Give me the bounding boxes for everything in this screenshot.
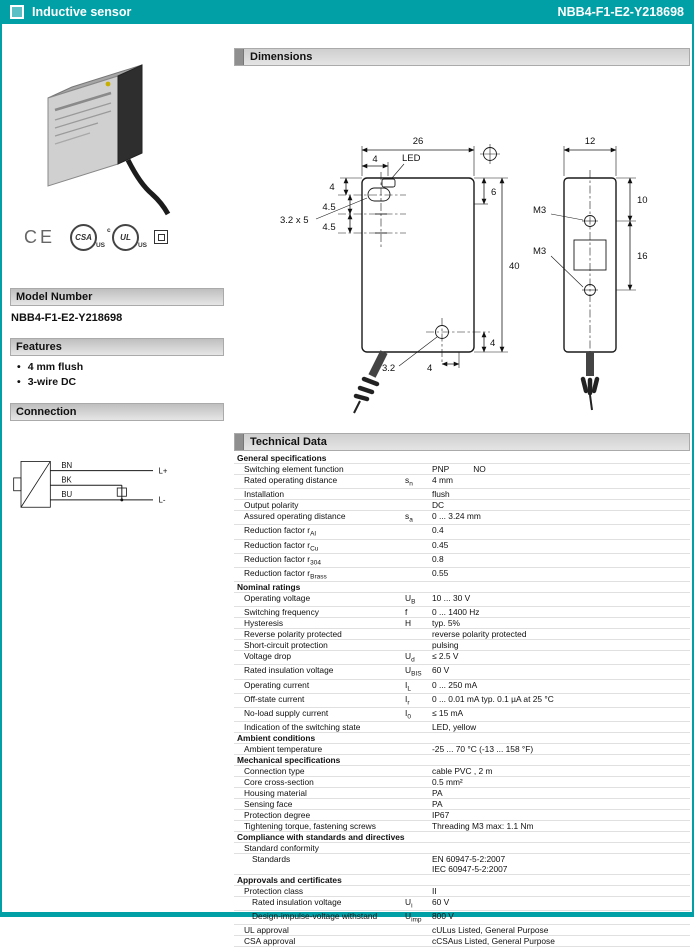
spec-value: PA [432,788,443,799]
spec-symbol [405,925,432,935]
spec-value: flush [432,489,450,500]
spec-label: Sensing face [244,799,293,810]
spec-symbol [405,525,432,538]
spec-value: cable PVC , 2 m [432,766,493,777]
spec-symbol [405,777,432,787]
spec-symbol [405,821,432,831]
spec-symbol [405,810,432,820]
model-number-header: Model Number [10,288,224,306]
spec-label: Protection degree [244,810,311,821]
dim-front-pitch1: 4.5 [322,202,336,213]
spec-symbol [405,640,432,650]
spec-label: Operating voltage [244,593,311,604]
spec-row [234,629,690,640]
spec-value: 800 V [432,911,454,922]
spec-row [234,464,690,475]
spec-symbol [405,500,432,510]
product-photo [10,40,224,220]
spec-label: Rated operating distance [244,475,338,485]
spec-label: Operating current [244,679,310,690]
wire-label-bk: BK [61,475,72,485]
spec-row [234,694,690,708]
dimension-drawing [234,66,690,433]
dim-front-led-offset: 4 [372,154,378,165]
dim-front-slot: 3.2 x 5 [280,215,309,226]
spec-value: DC [432,500,445,511]
spec-row [234,854,690,875]
spec-value: 0 ... 250 mA [432,679,478,690]
spec-row [234,843,690,854]
spec-label: Rated insulation voltage [244,665,334,676]
spec-row [234,821,690,832]
spec-row [234,554,690,568]
spec-symbol [405,629,432,639]
ul-mark-icon: c UL US [112,224,139,251]
page-title: Inductive sensor [32,5,132,19]
terminal-label-lminus: L- [158,495,166,505]
spec-row [234,799,690,810]
spec-symbol [405,489,432,499]
spec-row [234,744,690,755]
dim-front-pitch2: 4.5 [322,222,336,233]
ce-mark-icon: CE [24,226,56,247]
spec-value: 0.55 [432,567,449,578]
spec-label: Reduction factor $r_{Al}$ [244,525,316,539]
spec-symbol: $I_r$ [405,693,410,707]
protection-class-2-icon [154,230,168,244]
spec-section-header: Ambient conditions [234,733,690,744]
spec-row [234,651,690,665]
dim-front-width: 26 [412,136,424,147]
header-lead-block [235,434,244,450]
spec-symbol [405,886,432,896]
spec-value: II [432,886,437,897]
dim-front-led-depth: 6 [491,187,497,198]
spec-label: Switching frequency [244,607,319,618]
spec-label: Tightening torque, fastening screws [244,821,376,832]
dim-front-hole-offset: 4 [427,363,433,374]
certification-marks [10,220,224,254]
spec-label: Reduction factor $r_{Cu}$ [244,539,319,553]
spec-row [234,886,690,897]
features-header: Features [10,338,224,356]
spec-symbol [405,799,432,809]
feature-item: • 4 mm flush [10,360,224,375]
spec-symbol [405,766,432,776]
spec-label: CSA approval [244,936,296,947]
spec-row [234,788,690,799]
spec-symbol [405,464,432,474]
spec-row [234,897,690,911]
dim-side-m3-top: M3 [533,205,547,216]
spec-label: Installation [244,489,285,500]
terminal-label-lplus: L+ [158,466,168,476]
spec-row [234,607,690,618]
spec-row [234,500,690,511]
left-column [10,40,224,536]
spec-row [234,777,690,788]
spec-label: Ambient temperature [244,744,323,755]
spec-section-header: Approvals and certificates [234,875,690,886]
spec-row [234,640,690,651]
spec-value: reverse polarity protected [432,629,527,640]
spec-value: pulsing [432,640,459,651]
spec-label: Protection class [244,886,304,897]
spec-value: PA [432,799,443,810]
dim-side-mid: 16 [637,251,648,262]
spec-label: Off-state current [244,693,305,704]
spec-symbol [405,554,432,567]
spec-value: 4 mm [432,475,453,485]
spec-row [234,593,690,607]
spec-label: Core cross-section [244,777,314,788]
spec-value: 0 ... 1400 Hz [432,607,480,618]
product-photo-drawing [10,40,210,220]
spec-label: Reduction factor $r_{304}$ [244,553,321,567]
spec-symbol: $I_0$ [405,707,411,721]
dim-side-width: 12 [584,136,596,147]
spec-symbol: $U_{imp}$ [405,911,422,924]
spec-row [234,475,690,489]
spec-label: Standards [252,854,291,865]
spec-row [234,911,690,925]
led-label: LED [402,153,421,164]
spec-row [234,568,690,582]
spec-value: IP67 [432,810,450,821]
spec-symbol [405,744,432,754]
spec-value: 0 ... 0.01 mA typ. 0.1 µA at 25 °C [432,693,554,704]
spec-symbol [405,568,432,581]
spec-symbol: $s_a$ [405,511,413,524]
features-list [10,360,224,390]
spec-section-header: Compliance with standards and directives [234,832,690,843]
spec-label: Short-circuit protection [244,640,328,651]
connection-header: Connection [10,403,224,421]
spec-row [234,489,690,500]
wiring-diagram [10,445,186,531]
dim-front-edge-offset: 4 [490,338,496,349]
part-number: NBB4-F1-E2-Y218698 [557,5,684,19]
spec-section-header: General specifications [234,453,690,464]
header-lead-block [235,49,244,65]
dim-front-side-offset: 4 [329,182,335,193]
spec-label: Reverse polarity protected [244,629,342,640]
spec-symbol [405,843,432,853]
feature-item: • 3-wire DC [10,375,224,390]
wire-label-bn: BN [61,460,73,470]
spec-label: Rated insulation voltage [252,897,342,908]
spec-label: Hysteresis [244,618,284,629]
spec-value: 0.8 [432,553,444,564]
csa-mark-icon: CSA US [70,224,97,251]
technical-data-header: Technical Data [234,433,690,451]
header-bar [2,0,692,24]
spec-value: EN 60947-5-2:2007 IEC 60947-5-2:2007 [432,854,508,875]
spec-value: 0 ... 3.24 mm [432,511,481,522]
spec-value [432,843,688,853]
spec-section-header: Nominal ratings [234,582,690,593]
spec-row [234,810,690,821]
spec-label: UL approval [244,925,289,936]
spec-symbol: H [405,618,412,629]
dim-front-height: 40 [509,261,520,272]
spec-row [234,665,690,679]
spec-row [234,925,690,936]
spec-label: Reduction factor $r_{Brass}$ [244,567,327,581]
spec-symbol: f [405,607,408,618]
spec-symbol: $U_{BIS}$ [405,665,422,679]
right-column [234,48,690,947]
dimension-drawing-svg [234,80,686,430]
connection-diagram [10,445,224,536]
spec-label: Indication of the switching state [244,722,361,733]
spec-value: LED, yellow [432,722,477,733]
spec-value: 60 V [432,897,450,908]
spec-symbol [405,936,432,946]
spec-label: Connection type [244,766,305,777]
spec-symbol [405,788,432,798]
spec-label: Switching element function [244,464,344,474]
dim-side-m3-bottom: M3 [533,246,547,257]
dim-side-top: 10 [637,195,648,206]
spec-symbol: $U_i$ [405,897,413,910]
spec-symbol [405,854,432,874]
spec-row [234,525,690,539]
spec-label: Housing material [244,788,307,799]
spec-value: ≤ 15 mA [432,707,464,718]
spec-value: 0.45 [432,539,449,550]
spec-symbol: $U_d$ [405,651,415,664]
spec-value: 0.5 mm² [432,777,463,788]
spec-value: 0.4 [432,525,444,536]
wire-label-bu: BU [61,490,73,500]
spec-value: Threading M3 max: 1.1 Nm [432,821,534,832]
model-number-value: NBB4-F1-E2-Y218698 [11,312,123,324]
spec-symbol: $U_B$ [405,593,416,606]
spec-label: Voltage drop [244,651,292,662]
spec-value: PNP NO [432,464,486,474]
spec-row [234,936,690,947]
spec-value: ≤ 2.5 V [432,651,459,662]
spec-label: Output polarity [244,500,299,511]
spec-row [234,708,690,722]
dimensions-header: Dimensions [234,48,690,66]
spec-symbol: $s_n$ [405,475,413,488]
dim-front-hole-dia: 3.2 [382,363,396,374]
spec-symbol: $I_L$ [405,679,411,693]
spec-row [234,540,690,554]
spec-section-header: Mechanical specifications [234,755,690,766]
spec-row [234,511,690,525]
spec-symbol [405,540,432,553]
spec-row [234,766,690,777]
spec-row [234,618,690,629]
spec-value: 60 V [432,665,450,676]
spec-value: typ. 5% [432,618,460,629]
spec-row [234,680,690,694]
spec-label: Design-impulse-voltage withstand [252,911,378,922]
spec-label: Standard conformity [244,843,319,854]
spec-value: cULus Listed, General Purpose [432,925,549,936]
header-logo-icon [10,5,24,19]
spec-value: -25 ... 70 °C (-13 ... 158 °F) [432,744,534,755]
spec-label: Assured operating distance [244,511,346,522]
technical-table [234,453,690,947]
spec-label: No-load supply current [244,707,329,718]
spec-value: 10 ... 30 V [432,593,471,604]
spec-row [234,722,690,733]
spec-value: cCSAus Listed, General Purpose [432,936,555,947]
spec-symbol [405,722,432,732]
